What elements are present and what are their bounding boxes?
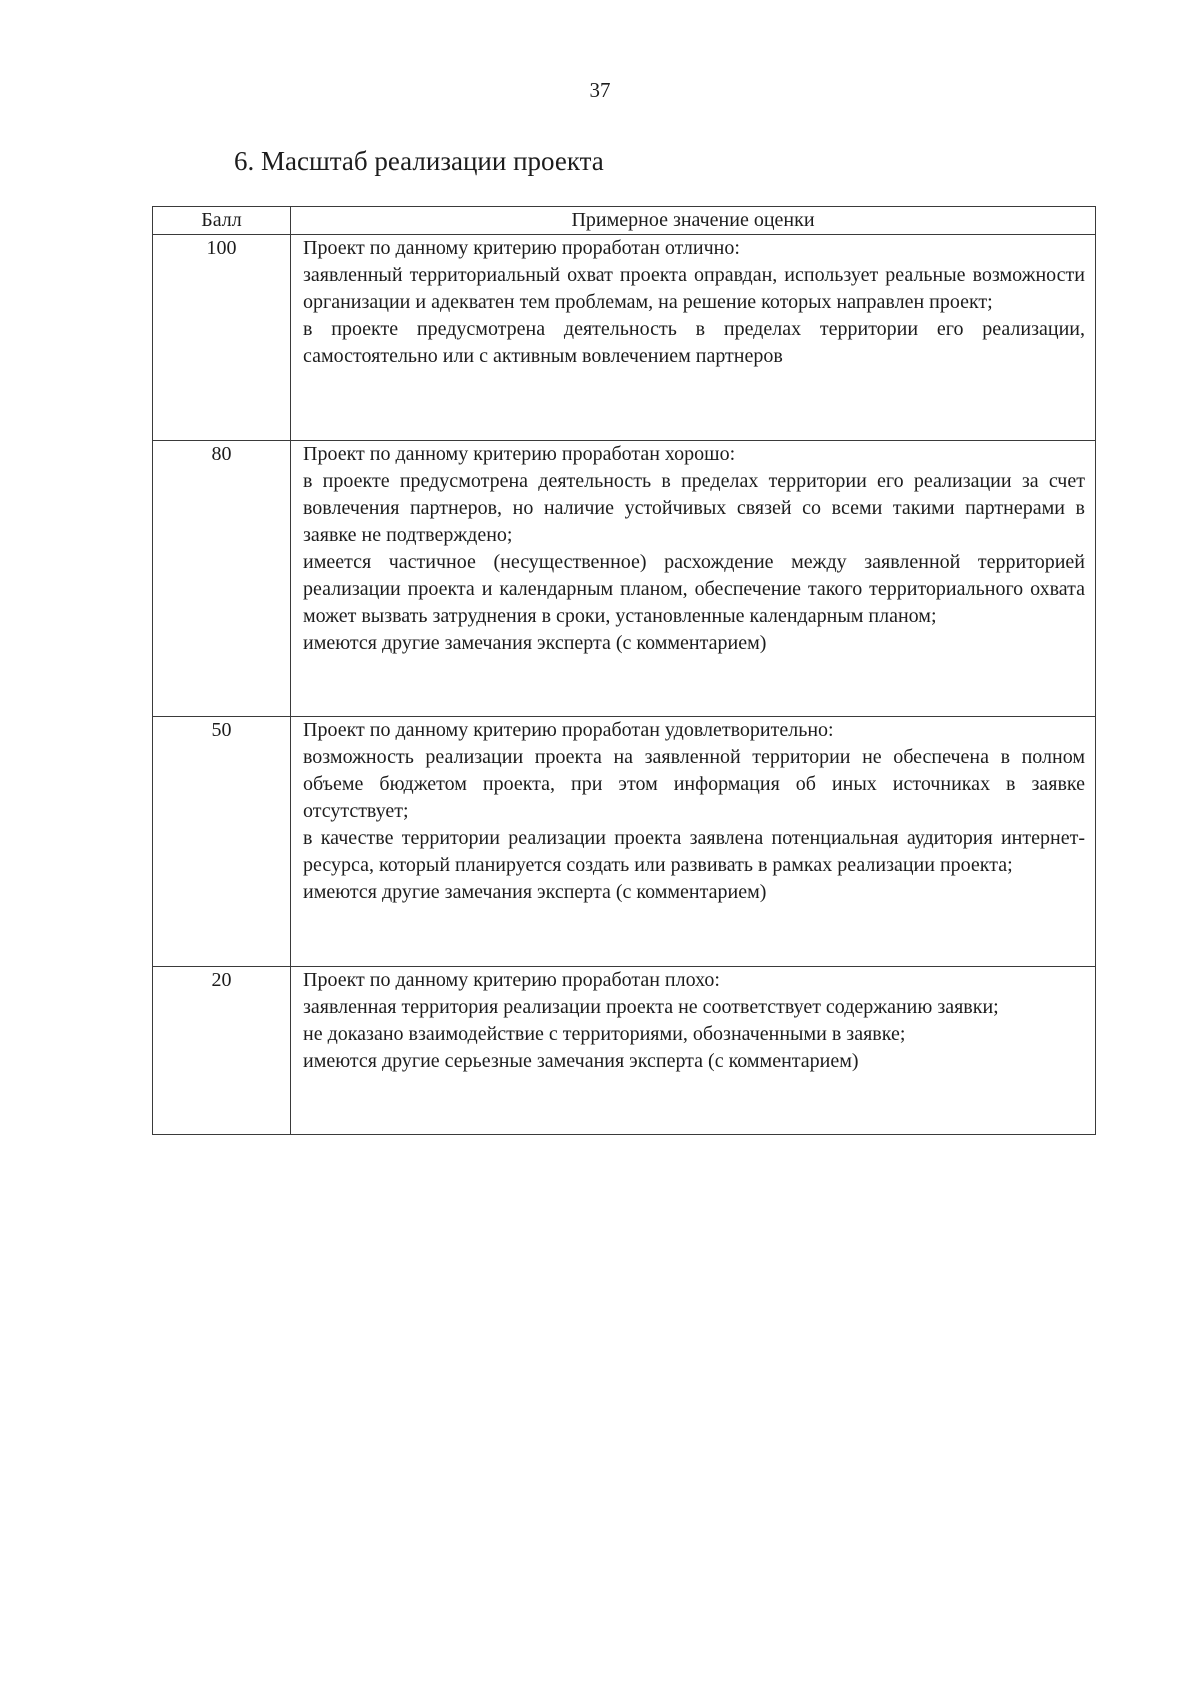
header-description: Примерное значение оценки (291, 207, 1096, 235)
description-line: в проекте предусмотрена деятельность в пределах территории его реализации, самостоятельно или с активным вовлечением партнеров (303, 318, 1085, 367)
description-line: заявленная территория реализации проекта не соответствует содержанию заявки; (303, 996, 999, 1018)
description-line: Проект по данному критерию проработан отлично: (303, 237, 740, 259)
description-line: заявленный территориальный охват проекта оправдан, использует реальные возможности организации и адекватен тем проблемам, на решение которых направлен проект; (303, 264, 1085, 313)
table-row (153, 235, 1096, 441)
table-row (153, 441, 1096, 717)
section-title: 6. Масштаб реализации проекта (234, 146, 604, 176)
description-line: имеются другие серьезные замечания эксперта (с комментарием) (303, 1050, 859, 1072)
description-line: Проект по данному критерию проработан плохо: (303, 969, 720, 991)
score-cell: 50 (153, 717, 291, 967)
description-line: имеются другие замечания эксперта (с комментарием) (303, 632, 767, 654)
description-line: Проект по данному критерию проработан удовлетворительно: (303, 719, 834, 741)
description-cell (291, 235, 1096, 441)
description-line: Проект по данному критерию проработан хорошо: (303, 443, 736, 465)
description-line: не доказано взаимодействие с территориями, обозначенными в заявке; (303, 1023, 906, 1045)
header-score: Балл (153, 207, 291, 235)
description-line: в проекте предусмотрена деятельность в пределах территории его реализации за счет вовлечения партнеров, но наличие устойчивых связей со всеми такими партнерами в заявке не подтверждено; (303, 470, 1085, 546)
score-cell: 20 (153, 967, 291, 1135)
description-line: имеются другие замечания эксперта (с комментарием) (303, 881, 767, 903)
table-header-row (153, 207, 1096, 235)
table-row (153, 967, 1096, 1135)
score-cell: 100 (153, 235, 291, 441)
description-cell (291, 441, 1096, 717)
description-cell (291, 717, 1096, 967)
description-line: в качестве территории реализации проекта заявлена потенциальная аудитория интернет-ресурса, который планируется создать или развивать в рамках реализации проекта; (303, 827, 1085, 876)
score-table (152, 206, 1096, 1135)
description-line: имеется частичное (несущественное) расхождение между заявленной территорией реализации проекта и календарным планом, обеспечение такого территориального охвата может вызвать затруднения в сроки, установленные календарным планом; (303, 551, 1085, 627)
description-line: возможность реализации проекта на заявленной территории не обеспечена в полном объеме бюджетом проекта, при этом информация об иных источниках в заявке отсутствует; (303, 746, 1085, 822)
table-row (153, 717, 1096, 967)
score-cell: 80 (153, 441, 291, 717)
page-number: 37 (589, 78, 611, 102)
description-cell (291, 967, 1096, 1135)
